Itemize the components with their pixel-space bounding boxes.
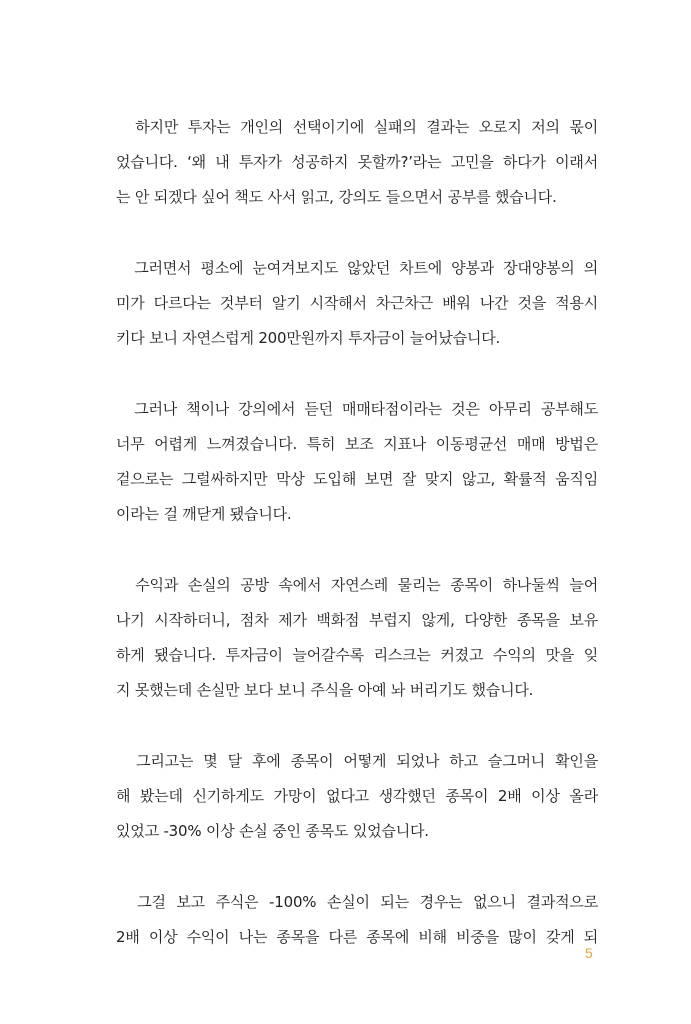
text-line: 수익과 손실의 공방 속에서 자연스레 물리는 종목이 하나둘씩 늘어 [116, 576, 598, 594]
text-line: 해 봤는데 신기하게도 가망이 없다고 생각했던 종목이 2배 이상 올라 [116, 787, 598, 805]
paragraph [116, 110, 598, 215]
text-line: 나기 시작하더니, 점차 제가 백화점 부럽지 않게, 다양한 종목을 보유 [116, 611, 598, 629]
text-line: 하게 됐습니다. 투자금이 늘어갈수록 리스크는 커졌고 수익의 맛을 잊 [116, 646, 598, 664]
text-line: 그걸 보고 주식은 -100% 손실이 되는 경우는 없으니 결과적으로 [116, 893, 598, 911]
paragraph [116, 885, 598, 955]
text-line: 2배 이상 수익이 나는 종목을 다른 종목에 비해 비중을 많이 갖게 되 [116, 928, 598, 946]
text-line: 그러나 책이나 강의에서 듣던 매매타점이라는 것은 아무리 공부해도 [116, 400, 598, 418]
text-line: 미가 다르다는 것부터 알기 시작해서 차근차근 배워 나간 것을 적용시 [116, 294, 598, 312]
paragraph [116, 392, 598, 532]
text-line: 겉으로는 그럴싸하지만 막상 도입해 보면 잘 맞지 않고, 확률적 움직임 [116, 470, 598, 488]
text-line: 그리고는 몇 달 후에 종목이 어떻게 되었나 하고 슬그머니 확인을 [116, 752, 598, 770]
text-line: 지 못했는데 손실만 보다 보니 주식을 아예 놔 버리기도 했습니다. [116, 681, 534, 699]
paragraph [116, 568, 598, 708]
paragraph [116, 744, 598, 849]
text-line: 키다 보니 자연스럽게 200만원까지 투자금이 늘어났습니다. [116, 329, 501, 347]
text-line: 는 안 되겠다 싶어 책도 사서 읽고, 강의도 들으면서 공부를 했습니다. [116, 188, 557, 206]
body-text [116, 110, 598, 991]
text-line: 너무 어렵게 느껴졌습니다. 특히 보조 지표나 이동평균선 매매 방법은 [116, 435, 598, 453]
text-line: 하지만 투자는 개인의 선택이기에 실패의 결과는 오로지 저의 몫이 [116, 118, 598, 136]
text-line: 그러면서 평소에 눈여겨보지도 않았던 차트에 양봉과 장대양봉의 의 [116, 259, 598, 277]
text-line: 었습니다. ‘왜 내 투자가 성공하지 못할까?’라는 고민을 하다가 이래서 [116, 153, 598, 171]
text-line: 있었고 -30% 이상 손실 중인 종목도 있었습니다. [116, 822, 429, 840]
paragraph [116, 251, 598, 356]
page-number: 5 [585, 945, 593, 961]
text-line: 이라는 걸 깨닫게 됐습니다. [116, 505, 292, 523]
